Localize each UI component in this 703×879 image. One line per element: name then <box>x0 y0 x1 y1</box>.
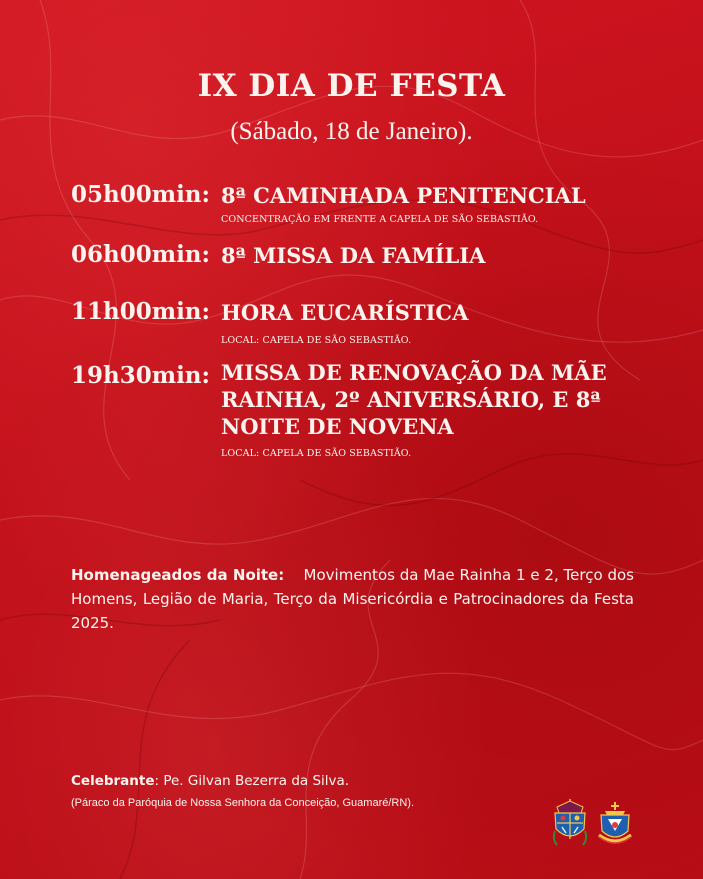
celebrant-role: (Páraco da Paróquia de Nossa Senhora da Conceição, Guamaré/RN). <box>71 797 415 809</box>
schedule-time: 05h00min: <box>71 181 211 208</box>
schedule-event: 8ª CAMINHADA PENITENCIAL <box>221 183 586 208</box>
parish-crest-icon <box>596 801 634 847</box>
page-title: IX DIA DE FESTA <box>197 68 506 104</box>
schedule-note: LOCAL: CAPELA DE SÃO SEBASTIÃO. <box>221 335 412 346</box>
schedule-time: 06h00min: <box>71 241 211 268</box>
diocese-crest-icon <box>551 799 589 847</box>
celebrant-name: : Pe. Gilvan Bezerra da Silva. <box>154 773 350 789</box>
celebrant-line <box>71 773 349 789</box>
honorees-paragraph <box>71 563 634 635</box>
schedule-time: 19h30min: <box>71 362 211 389</box>
schedule-event: MISSA DE RENOVAÇÃO DA MÃE RAINHA, 2º ANIVERSÁRIO, E 8ª NOITE DE NOVENA <box>221 360 607 439</box>
schedule-event: 8ª MISSA DA FAMÍLIA <box>221 243 486 268</box>
schedule-note: CONCENTRAÇÃO EM FRENTE A CAPELA DE SÃO SEBASTIÃO. <box>221 214 539 225</box>
honorees-label: Homenageados da Noite: <box>71 566 285 584</box>
schedule-event: HORA EUCARÍSTICA <box>221 300 469 325</box>
celebrant-label: Celebrante <box>71 773 155 789</box>
honorees-text: Movimentos da Mae Rainha 1 e 2, Terço dos Homens, Legião de Maria, Terço da Misericórdia e Patrocinadores da Festa 2025. <box>71 566 634 632</box>
schedule-note: LOCAL: CAPELA DE SÃO SEBASTIÃO. <box>221 448 412 459</box>
page-subtitle: (Sábado, 18 de Janeiro). <box>230 118 473 145</box>
schedule-time: 11h00min: <box>71 298 211 325</box>
